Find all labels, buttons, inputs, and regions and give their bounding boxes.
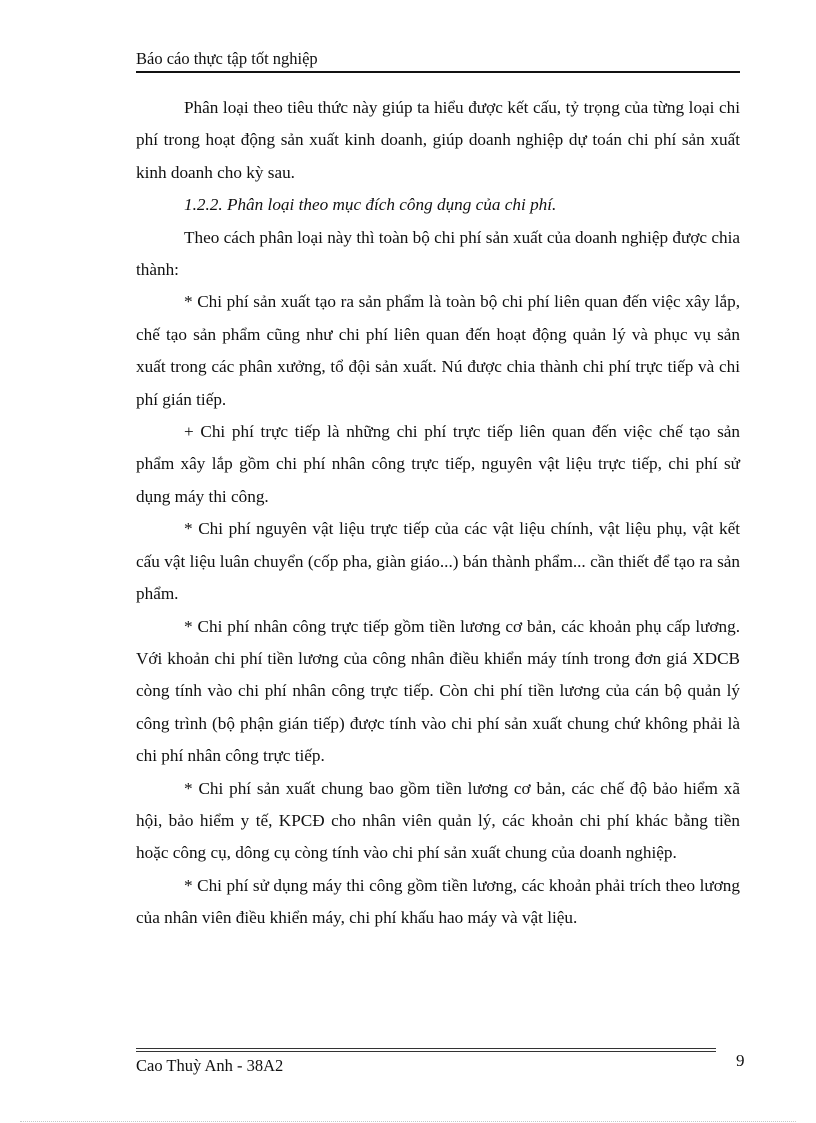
header-rule	[136, 71, 740, 73]
page-number: 9	[736, 1051, 745, 1070]
paragraph-cost-structure: Phân loại theo tiêu thức này giúp ta hiểu được kết cấu, tỷ trọng của từng loại chi phí trong hoạt động sản xuất kinh doanh, giúp doanh nghiệp dự toán chi phí sản xuất kinh doanh cho kỳ sau.	[136, 98, 740, 182]
header-title: Báo cáo thực tập tốt nghiệp	[136, 49, 318, 68]
paragraph-direct-labor: * Chi phí nhân công trực tiếp gồm tiền lương cơ bản, các khoản phụ cấp lương. Với khoản chi phí tiền lương của công nhân điều khiển máy tính trong đơn giá XDCB còng tính vào chi phí nhân công trực tiếp. Còn chi phí tiền lương của cán bộ quản lý công trình (bộ phận gián tiếp) được tính vào chi phí sản xuất chung chứ không phải là chi phí nhân công trực tiếp.	[136, 616, 740, 766]
page-header	[136, 48, 740, 70]
section-heading-1-2-2: 1.2.2. Phân loại theo mục đích công dụng của chi phí.	[184, 195, 557, 215]
paragraph-production-cost: * Chi phí sản xuất tạo ra sản phẩm là toàn bộ chi phí liên quan đến việc xây lắp, chế tạo sản phẩm cũng như chi phí liên quan đến hoạt động quản lý và phục vụ sản xuất trong các phân xưởng, tổ đội sản xuất. Nú được chia thành chi phí trực tiếp và chi phí gián tiếp.	[136, 292, 740, 409]
footer-rule	[136, 1048, 716, 1052]
footer-author: Cao Thuỳ Anh - 38A2	[136, 1056, 284, 1075]
document-body	[136, 92, 740, 935]
paragraph-classification-intro: Theo cách phân loại này thì toàn bộ chi phí sản xuất của doanh nghiệp được chia thành:	[136, 227, 740, 280]
page-edge-divider	[20, 1121, 796, 1122]
paragraph-general-production-cost: * Chi phí sản xuất chung bao gồm tiền lương cơ bản, các chế độ bảo hiểm xã hội, bảo hiểm y tế, KPCĐ cho nhân viên quản lý, các khoản chi phí khác bằng tiền hoặc công cụ, dông cụ còng tính vào chi phí sản xuất chung của doanh nghiệp.	[136, 778, 740, 863]
paragraph-direct-materials: * Chi phí nguyên vật liệu trực tiếp của các vật liệu chính, vật liệu phụ, vật kết cấu vật liệu luân chuyển (cốp pha, giàn giáo...) bán thành phẩm... cần thiết để tạo ra sản phẩm.	[136, 519, 740, 604]
paragraph-direct-cost: + Chi phí trực tiếp là những chi phí trực tiếp liên quan đến việc chế tạo sản phẩm xây lắp gồm chi phí nhân công trực tiếp, nguyên vật liệu trực tiếp, chi phí sử dụng máy thi công.	[136, 422, 740, 506]
paragraph-machine-cost: * Chi phí sử dụng máy thi công gồm tiền lương, các khoản phải trích theo lương của nhân viên điều khiển máy, chi phí khấu hao máy và vật liệu.	[136, 875, 740, 928]
